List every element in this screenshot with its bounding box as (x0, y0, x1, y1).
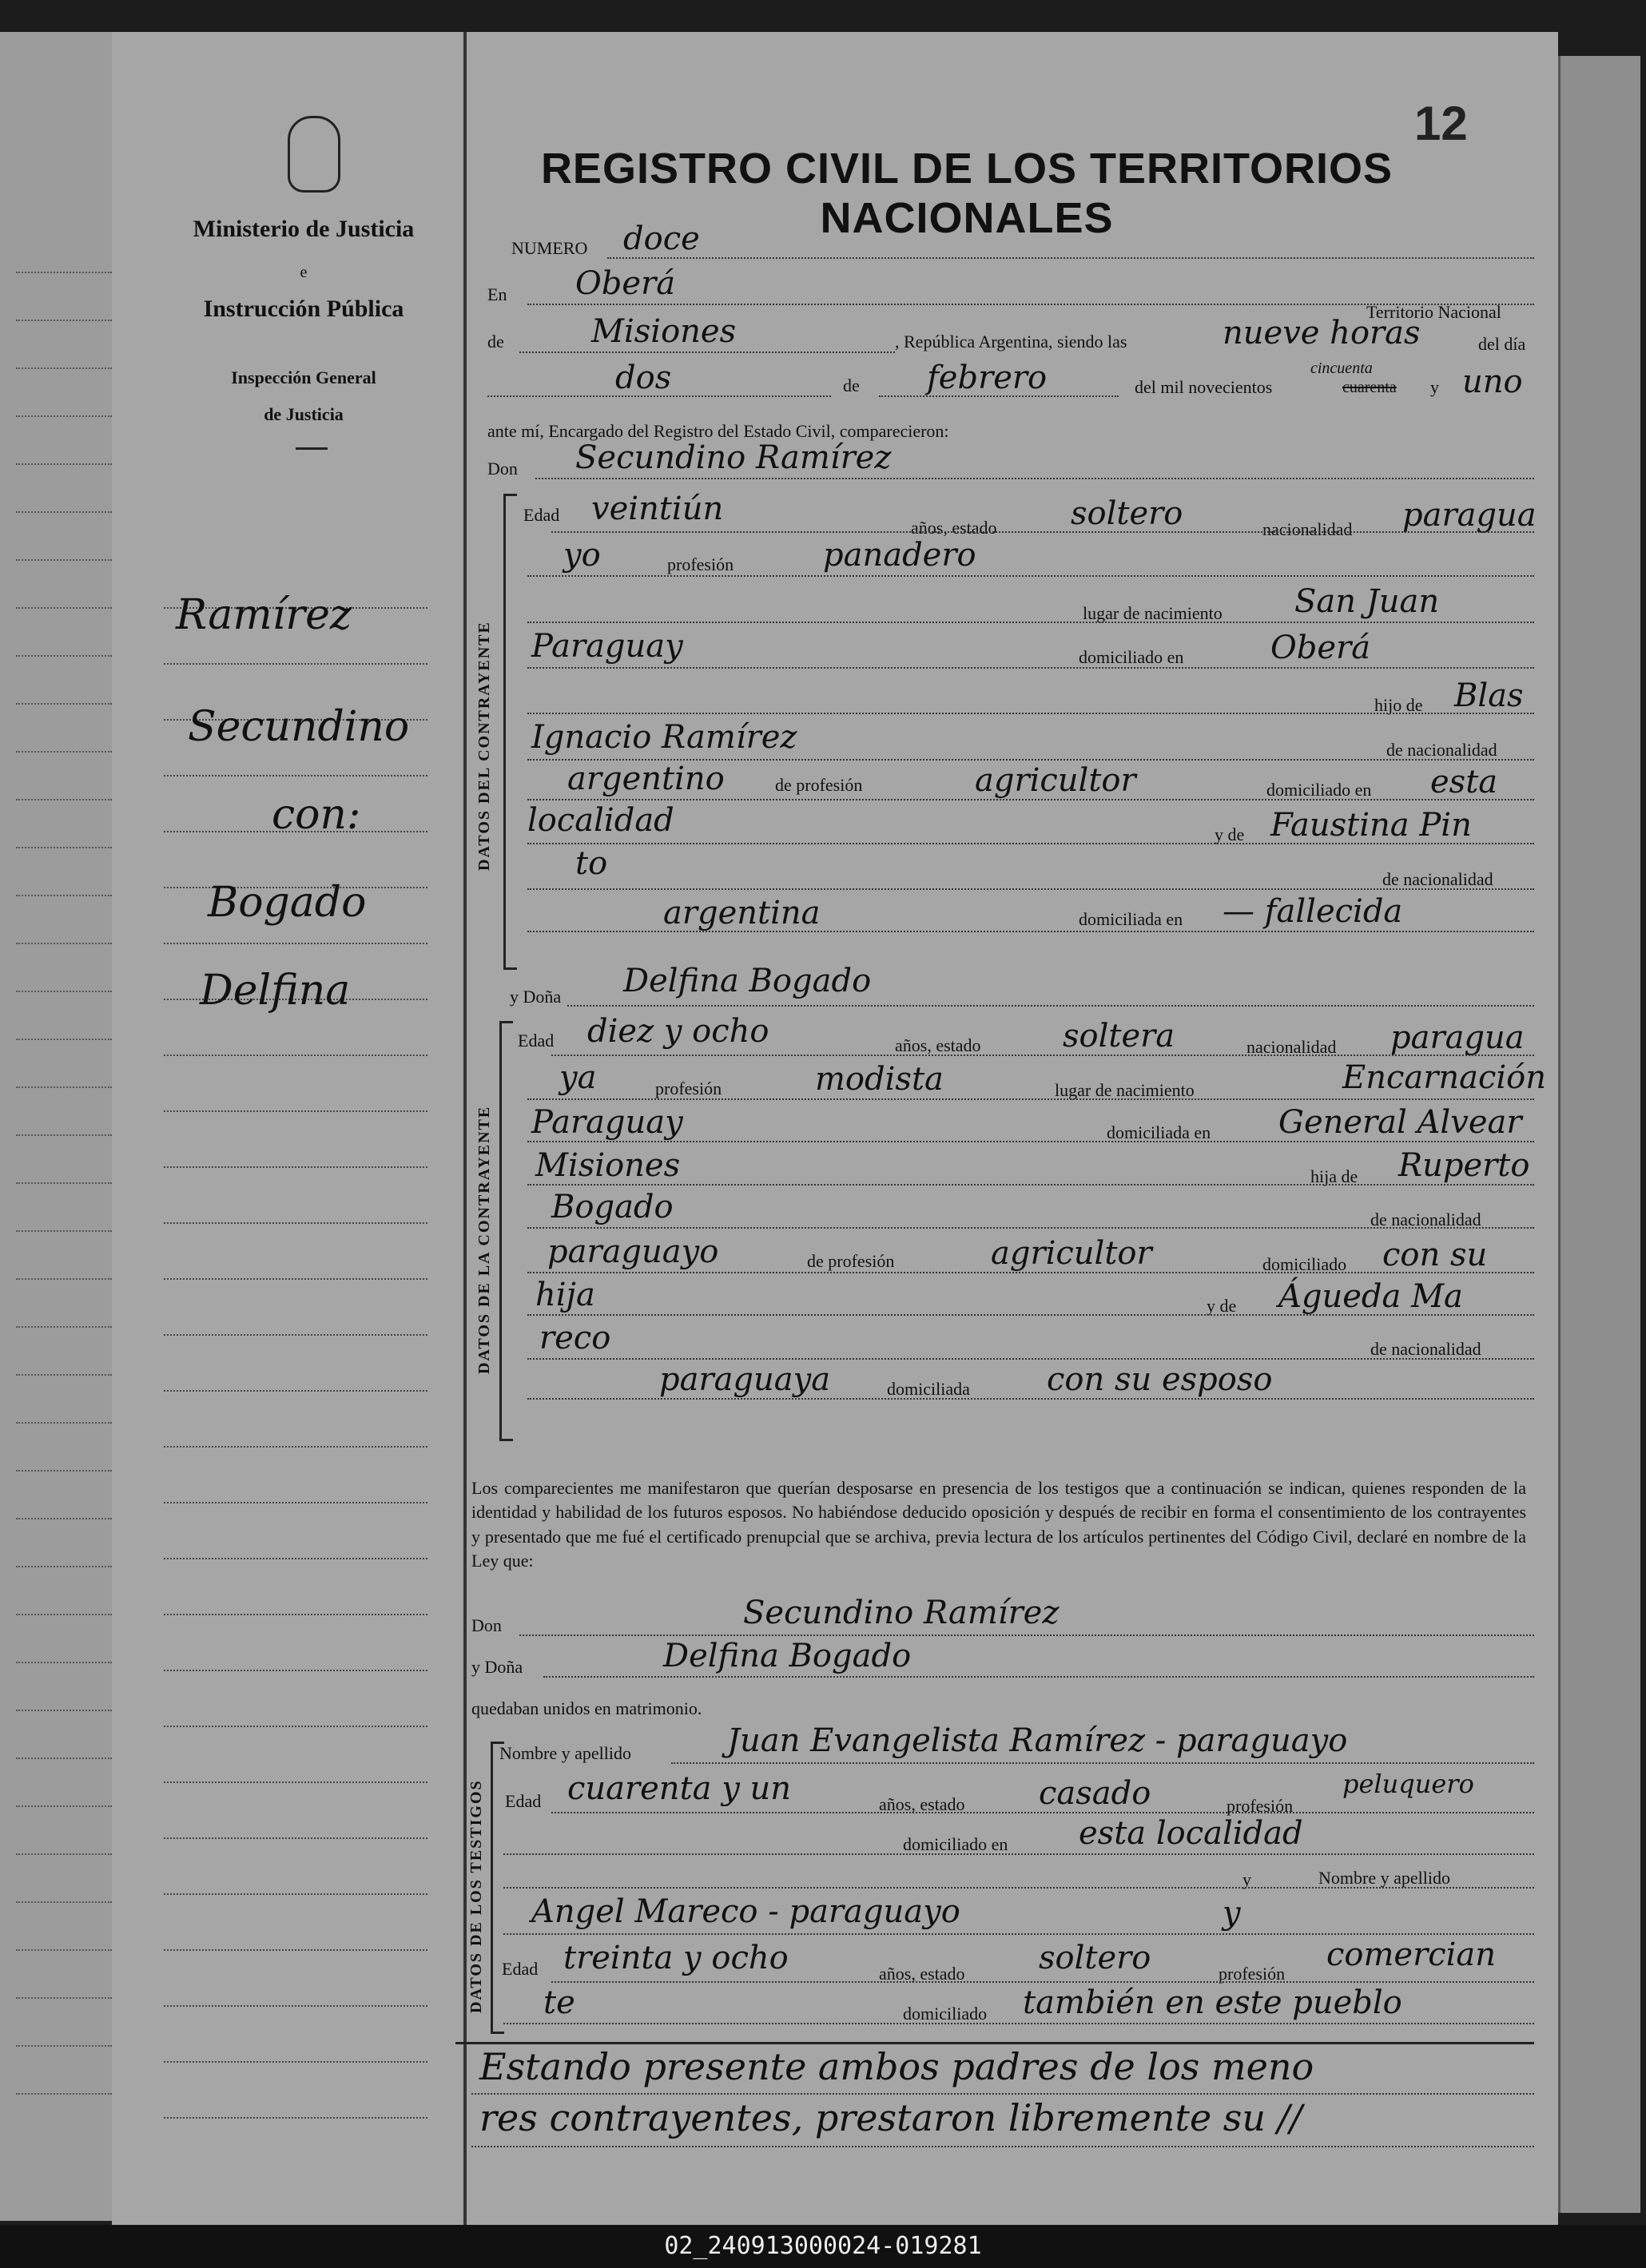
t2-profesion-value-cont: te (543, 1984, 575, 2021)
crossed-value: cuarenta (1342, 379, 1397, 396)
padre-domicilio-label: domiciliado en (1266, 780, 1372, 800)
mil-label: del mil novecientos (1135, 377, 1273, 397)
dotted-line (551, 1812, 1534, 1813)
t1-domicilio-label: domiciliado en (903, 1834, 1008, 1854)
nacionalidad-value-cont: yo (563, 537, 601, 574)
madre-nacionalidad-label: de nacionalidad (1382, 869, 1493, 889)
dotted-line (527, 1272, 1534, 1273)
dotted-line (879, 395, 1119, 397)
dotted-line (671, 1762, 1534, 1764)
t1-edad-label: Edad (505, 1791, 542, 1811)
dotted-line (543, 1676, 1534, 1678)
c2-madre-value: Águeda Ma (1278, 1278, 1463, 1315)
nacionalidad-value: paragua (1402, 497, 1537, 534)
cincuenta-value: cincuenta (1310, 359, 1373, 377)
padre-domicilio-value-cont: localidad (527, 802, 674, 839)
t2-anios-label: años, estado (879, 1964, 965, 1984)
ministry-line-4: Inspección General (231, 367, 376, 387)
padre-profesion-label: de profesión (775, 775, 863, 795)
margin-note-line-2: Secundino (188, 703, 410, 751)
numero-value: doce (623, 220, 700, 257)
dotted-line (527, 1314, 1534, 1316)
madre-value-cont: to (575, 845, 608, 882)
t1-anios-label: años, estado (879, 1794, 965, 1814)
c2-madre-yde-label: y de (1207, 1296, 1237, 1316)
t1-nombre-label: Nombre y apellido (499, 1743, 631, 1763)
dona-label: y Doña (510, 987, 562, 1007)
hijo-label: hijo de (1374, 695, 1423, 715)
domicilio-label: domiciliado en (1079, 647, 1184, 667)
notes-line-1: Estando presente ambos padres de los meno (479, 2045, 1314, 2088)
c2-madre-domicilio-value: con su esposo (1047, 1361, 1273, 1398)
anios-label: años, estado (911, 518, 997, 538)
padre-domicilio-value: esta (1430, 764, 1498, 800)
coat-of-arms-icon (288, 116, 340, 193)
c2-anios-label: años, estado (895, 1035, 981, 1055)
contrayenta-section-label: DATOS DE LA CONTRAYENTE (475, 1105, 493, 1374)
contrayente-bracket (503, 494, 517, 970)
de-label: de (487, 332, 504, 352)
t1-domicilio-value: esta localidad (1079, 1815, 1303, 1852)
en-value: Oberá (575, 265, 676, 302)
t2-domicilio-value: también en este pueblo (1023, 1984, 1402, 2021)
t1-nombre-value: Juan Evangelista Ramírez - paraguayo (727, 1722, 1348, 1759)
domicilio-value: Oberá (1270, 630, 1371, 666)
dotted-line (503, 1853, 1534, 1855)
t2-nombre-value: Angel Mareco - paraguayo (531, 1893, 960, 1930)
decl-don-label: Don (471, 1615, 502, 1635)
c2-madre-value-cont: reco (539, 1320, 611, 1356)
dotted-line (551, 531, 1534, 533)
decl-dona-label: y Doña (471, 1657, 523, 1677)
dotted-line (471, 2146, 1534, 2147)
provincia-value: Misiones (591, 313, 737, 350)
republica-label: , República Argentina, siendo las (895, 332, 1127, 352)
c2-padre-nacionalidad-label: de nacionalidad (1370, 1209, 1481, 1229)
c2-padre-domicilio-value-cont: hija (535, 1277, 595, 1313)
en-label: En (487, 284, 507, 304)
dotted-line (519, 1634, 1534, 1636)
dotted-line (527, 713, 1534, 714)
dotted-line (527, 667, 1534, 669)
padre-nacionalidad-label: de nacionalidad (1386, 740, 1497, 760)
dotted-line (527, 1098, 1534, 1100)
c2-edad-value: diez y ocho (587, 1013, 769, 1050)
ministry-divider (296, 447, 328, 450)
edad-label: Edad (523, 505, 560, 525)
dotted-line (471, 2093, 1534, 2095)
dotted-line (503, 1887, 1534, 1889)
image-id-footer: 02_240913000024-019281 (0, 2225, 1646, 2268)
dotted-line (527, 575, 1534, 577)
mes-value: febrero (927, 359, 1048, 396)
y-label: y (1430, 377, 1439, 397)
c2-estado-value: soltera (1063, 1018, 1175, 1055)
lugar-label: lugar de nacimiento (1083, 603, 1223, 623)
c2-domicilio-value: General Alvear (1278, 1104, 1522, 1141)
c2-padre-domicilio-label: domiciliado (1262, 1254, 1347, 1274)
nacionalidad-label: nacionalidad (1262, 519, 1353, 539)
padre-value: Ignacio Ramírez (531, 719, 797, 756)
territorio-label: Territorio Nacional (1366, 302, 1501, 322)
t1-profesion-value: peluquero (1342, 1769, 1474, 1799)
dotted-line (527, 843, 1534, 844)
hora-value: nueve horas (1223, 315, 1421, 352)
folio-number: 12 (1414, 97, 1468, 150)
madre-yde-label: y de (1215, 824, 1245, 844)
c2-lugar-label: lugar de nacimiento (1055, 1080, 1195, 1100)
notes-line-2: res contrayentes, prestaron libremente su // (479, 2096, 1302, 2139)
anio-value: uno (1462, 363, 1523, 400)
dotted-line (527, 1227, 1534, 1229)
dotted-line (527, 888, 1534, 890)
t2-nombre-label: Nombre y apellido (1318, 1868, 1450, 1888)
dotted-line (519, 352, 895, 353)
quedaban-label: quedaban unidos en matrimonio. (471, 1698, 702, 1718)
don-label: Don (487, 459, 518, 479)
c2-lugar-value: Encarnación (1342, 1059, 1546, 1096)
dotted-line (535, 478, 1534, 479)
t2-edad-label: Edad (502, 1959, 539, 1979)
dotted-line (551, 1055, 1534, 1056)
t2-profesion-label: profesión (1219, 1964, 1286, 1984)
t1-estado-value: casado (1039, 1775, 1151, 1812)
t1-profesion-label: profesión (1227, 1796, 1294, 1816)
testigos-section-label: DATOS DE LOS TESTIGOS (467, 1779, 485, 2013)
dotted-line (503, 1933, 1534, 1935)
c2-profesion-value: modista (815, 1061, 944, 1098)
ante-label: ante mí, Encargado del Registro del Estado Civil, comparecieron: (487, 421, 949, 441)
estado-value: soltero (1071, 495, 1183, 532)
t1-edad-value: cuarenta y un (567, 1770, 792, 1807)
decl-don-value: Secundino Ramírez (743, 1595, 1060, 1631)
c2-padre-nacionalidad-value: paraguayo (547, 1233, 719, 1270)
c2-nacionalidad-value: paragua (1390, 1019, 1525, 1056)
dotted-line (607, 257, 1534, 259)
margin-column (112, 32, 467, 2229)
ministry-line-5: de Justicia (264, 404, 344, 424)
c2-padre-profesion-label: de profesión (807, 1251, 895, 1271)
dona-value: Delfina Bogado (623, 963, 872, 999)
dotted-line (527, 1398, 1534, 1400)
edad-value: veintiún (591, 491, 724, 527)
madre-value: Faustina Pin (1270, 807, 1472, 844)
margin-note-line-4: Bogado (208, 879, 367, 927)
t-y-label: y (1242, 1869, 1251, 1889)
dotted-line (527, 1141, 1534, 1142)
dotted-line (551, 1981, 1534, 1983)
t2-edad-value: treinta y ocho (563, 1940, 789, 1976)
c2-hija-value: Ruperto (1398, 1147, 1530, 1184)
c2-hija-label: hija de (1310, 1166, 1358, 1186)
padre-nacionalidad-value: argentino (567, 761, 725, 797)
c2-nacionalidad-value-cont: ya (559, 1059, 597, 1096)
ministry-line-3: Instrucción Pública (203, 296, 404, 322)
contrayente-section-label: DATOS DEL CONTRAYENTE (475, 621, 493, 871)
testigos-bracket (491, 1742, 504, 2034)
lugar-value: San Juan (1294, 583, 1440, 620)
del-dia-label: del día (1478, 334, 1526, 354)
ministry-line-1: Ministerio de Justicia (193, 216, 415, 242)
margin-note-line-1: Ramírez (176, 591, 352, 639)
contrayenta-bracket (499, 1021, 513, 1441)
dotted-line (487, 395, 831, 397)
profesion-label: profesión (667, 554, 734, 574)
dia-value: dos (615, 359, 672, 396)
notes-top-rule (455, 2042, 1534, 2044)
page-stack-edge (1558, 56, 1640, 2213)
c2-madre-nacionalidad-label: de nacionalidad (1370, 1339, 1481, 1359)
margin-note-line-5: Delfina (200, 967, 351, 1015)
lugar-value-cont: Paraguay (531, 628, 683, 665)
declaration-paragraph: Los comparecientes me manifestaron que querían desposarse en presencia de los testigos que a continuación se indican, quienes responden de la identidad y habilidad de los futuros esposos. No habiéndose deducido oposición y después de recibir en forma el consentimiento de los contrayentes y presentado que me fué el certificado prenupcial que se archiva, previa lectura de los artículos pertinentes del Código Civil, declaré en nombre de la Ley que: (471, 1478, 1526, 1571)
c2-padre-profesion-value: agricultor (991, 1235, 1152, 1272)
dotted-line (567, 1005, 1534, 1007)
document-title: REGISTRO CIVIL DE LOS TERRITORIOS NACIONALES (540, 145, 1394, 242)
madre-domicilio-label: domiciliada en (1079, 909, 1183, 929)
dotted-line (527, 1358, 1534, 1360)
dotted-line (527, 931, 1534, 932)
decl-dona-value: Delfina Bogado (663, 1638, 912, 1674)
c2-lugar-value-cont: Paraguay (531, 1104, 683, 1141)
t2-domicilio-label: domiciliado (903, 2004, 988, 2024)
madre-nacionalidad-value: argentina (663, 895, 821, 931)
t2-estado-value: soltero (1039, 1940, 1151, 1976)
don-value: Secundino Ramírez (575, 439, 892, 476)
c2-domicilio-label: domiciliada en (1107, 1122, 1211, 1142)
madre-domicilio-value: — fallecida (1223, 893, 1403, 930)
c2-padre-value: Bogado (551, 1189, 674, 1225)
c2-padre-domicilio-value: con su (1382, 1237, 1488, 1273)
dotted-line (527, 799, 1534, 800)
c2-madre-nacionalidad-value: paraguaya (659, 1361, 831, 1398)
dotted-line (503, 2023, 1534, 2024)
dotted-line (527, 1184, 1534, 1186)
dotted-line (527, 622, 1534, 623)
left-facing-page (0, 32, 122, 2221)
c2-edad-label: Edad (518, 1031, 555, 1051)
padre-profesion-value: agricultor (975, 762, 1136, 799)
c2-domicilio-value-cont: Misiones (535, 1147, 681, 1184)
t2-profesion-value: comercian (1326, 1936, 1497, 1973)
c2-madre-domicilio-label: domiciliada (887, 1379, 970, 1399)
c2-nacionalidad-label: nacionalidad (1246, 1037, 1337, 1057)
numero-label: NUMERO (511, 238, 588, 258)
ministry-line-2: e (300, 264, 308, 281)
c2-profesion-label: profesión (655, 1078, 722, 1098)
de2-label: de (843, 375, 860, 395)
t2-y-value: y (1223, 1895, 1241, 1932)
margin-note-line-3: con: (272, 791, 361, 839)
hijo-value: Blas (1454, 677, 1524, 714)
profesion-value: panadero (823, 537, 976, 574)
